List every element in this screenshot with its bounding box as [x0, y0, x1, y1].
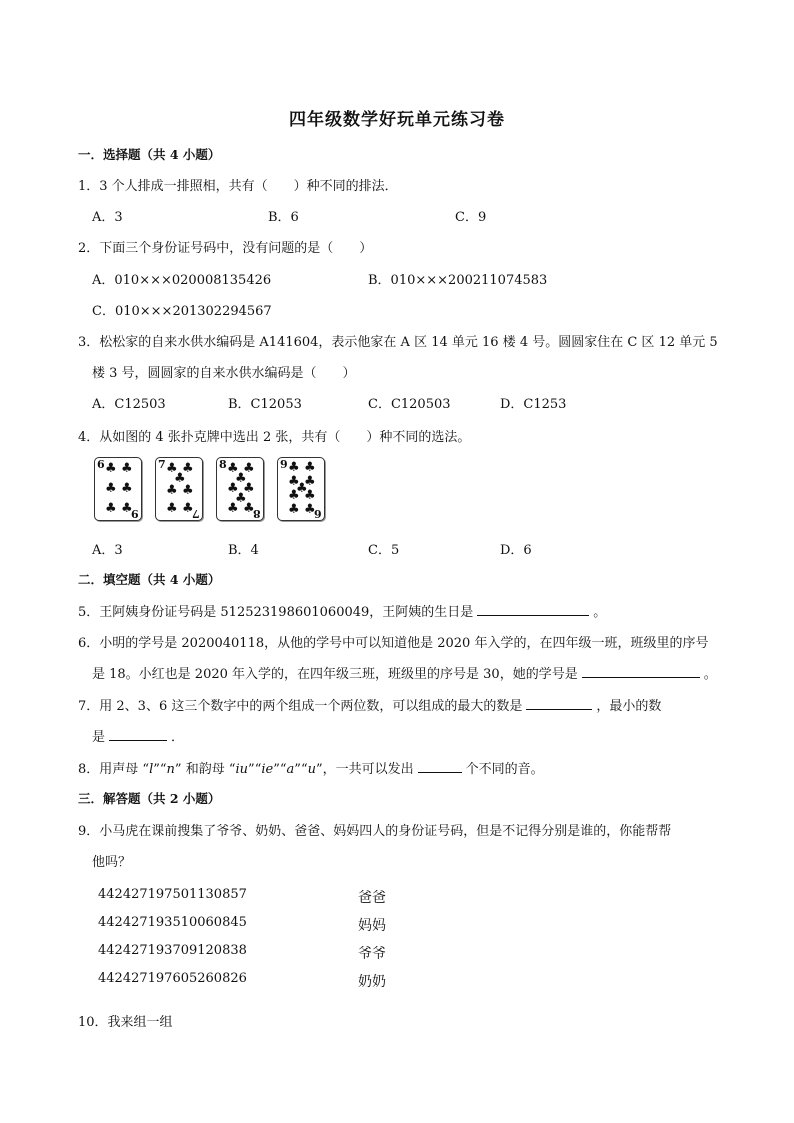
- question-9-line2: 他吗？: [92, 855, 132, 870]
- question-7-text: 7．用 2、3、6 这三个数字中的两个组成一个两位数，可以组成的最大的数是: [78, 699, 523, 714]
- question-5-end: 。: [593, 605, 607, 620]
- card-rank-bottom: 6: [314, 507, 322, 520]
- card-rank-top: 8: [219, 458, 227, 471]
- club-icon: ♣: [288, 488, 300, 503]
- club-icon: ♣: [304, 460, 316, 475]
- q1-option-a: A．3: [92, 210, 123, 225]
- question-2-stem: 2．下面三个身份证号码中，没有问题的是（ ）: [78, 241, 373, 256]
- club-icon: ♣: [288, 460, 300, 475]
- q8-quote: “: [300, 762, 308, 777]
- question-6-end: 。: [703, 667, 717, 682]
- q8-text: 8．用声母 “: [78, 762, 150, 777]
- club-icon: ♣: [235, 491, 247, 506]
- club-icon: ♣: [166, 501, 178, 516]
- club-icon: ♣: [166, 461, 178, 476]
- q8-text: 个不同的音。: [465, 762, 544, 777]
- q4-option-b: B．4: [228, 543, 259, 558]
- q8-text: 和韵母 “: [181, 762, 236, 777]
- section-heading-choice: 一．选择题（共 4 小题）: [78, 147, 221, 162]
- q2-option-a: A．010×××020008135426: [92, 273, 272, 288]
- card-rank-bottom: 9: [131, 507, 139, 520]
- q8-quote: ”: [315, 762, 323, 777]
- q8-quote: “: [159, 762, 167, 777]
- person-label: 爸爸: [358, 890, 386, 906]
- section-heading-answer: 三．解答题（共 2 小题）: [78, 791, 221, 806]
- club-icon: ♣: [288, 502, 300, 517]
- card-rank-bottom: 7: [192, 507, 200, 520]
- club-icon: ♣: [105, 501, 117, 516]
- playing-card-6: [94, 457, 142, 521]
- card-rank-top: 6: [97, 458, 105, 471]
- answer-blank[interactable]: [109, 726, 167, 741]
- club-icon: ♣: [288, 474, 300, 489]
- question-7-text2: 是: [92, 730, 106, 745]
- playing-card-9: [277, 457, 325, 521]
- question-7-mid: ，最小的数: [596, 699, 662, 714]
- club-icon: ♣: [227, 461, 239, 476]
- playing-card-8: [216, 457, 264, 521]
- person-label: 奶奶: [358, 974, 386, 990]
- q2-option-b: B．010×××200211074583: [368, 273, 548, 288]
- question-6-line2: [92, 663, 717, 682]
- id-number: 442427193709120838: [98, 943, 247, 958]
- q8-final-u: u: [307, 762, 316, 777]
- club-icon: ♣: [174, 471, 186, 486]
- question-6-line1: 6．小明的学号是 2020040118，从他的学号中可以知道他是 2020 年入学的，在四年级一班，班级里的序号: [78, 636, 709, 651]
- question-5: [78, 601, 606, 620]
- card-rank-top: 7: [158, 458, 166, 471]
- club-icon: ♣: [166, 483, 178, 498]
- card-rank-top: 9: [280, 458, 288, 471]
- q8-quote: ”: [153, 762, 160, 777]
- question-1-stem: 1．3 个人排成一排照相，共有（ ）种不同的排法．: [78, 179, 398, 194]
- club-icon: ♣: [121, 481, 133, 496]
- club-icon: ♣: [227, 481, 239, 496]
- q8-final-a: a: [286, 762, 295, 777]
- q8-initial-n: n: [166, 762, 175, 777]
- club-icon: ♣: [121, 461, 133, 476]
- question-5-text: 5．王阿姨身份证号码是 512523198601060049，王阿姨的生日是: [78, 605, 474, 620]
- question-3-line1: 3．松松家的自来水供水编码是 A141604，表示他家在 A 区 14 单元 16 楼 4 号。圆圆家住在 C 区 12 单元 5: [78, 335, 718, 350]
- q8-final-ie: ie: [261, 762, 274, 777]
- q1-option-b: B．6: [268, 210, 299, 225]
- id-number: 442427197605260826: [98, 971, 247, 986]
- club-icon: ♣: [182, 461, 194, 476]
- q8-text: ，一共可以发出: [322, 762, 414, 777]
- q4-option-c: C．5: [368, 543, 400, 558]
- q8-quote: “: [254, 762, 262, 777]
- question-3-line2: 楼 3 号，圆圆家的自来水供水编码是（ ）: [92, 366, 356, 381]
- question-6-text: 是 18。小红也是 2020 年入学的，在四年级三班，班级里的序号是 30，她的学号是: [92, 667, 578, 682]
- q3-option-a: A．C12503: [92, 397, 166, 412]
- question-4-stem: 4．从如图的 4 张扑克牌中选出 2 张，共有（ ）种不同的选法。: [78, 430, 471, 445]
- q8-quote: ”: [273, 762, 280, 777]
- club-icon: ♣: [296, 481, 308, 496]
- q3-option-c: C．C120503: [368, 397, 451, 412]
- q8-quote: “: [279, 762, 287, 777]
- question-7-end: ．: [171, 730, 185, 745]
- club-icon: ♣: [121, 501, 133, 516]
- q2-option-c: C．010×××201302294567: [92, 304, 272, 319]
- q1-option-c: C．9: [455, 210, 487, 225]
- answer-blank[interactable]: [582, 663, 700, 678]
- q8-quote: ”: [294, 762, 301, 777]
- club-icon: ♣: [243, 461, 255, 476]
- q8-final-iu: iu: [235, 762, 249, 777]
- answer-blank[interactable]: [477, 601, 589, 616]
- person-label: 妈妈: [358, 918, 386, 934]
- club-icon: ♣: [243, 481, 255, 496]
- page-title: 四年级数学好玩单元练习卷: [289, 110, 505, 130]
- question-7-line2: [92, 726, 184, 745]
- answer-blank[interactable]: [526, 695, 592, 710]
- q3-option-b: B．C12053: [228, 397, 302, 412]
- question-8: [78, 758, 544, 777]
- question-10: 10．我来组一组: [78, 1015, 173, 1030]
- playing-card-7: [155, 457, 203, 521]
- club-icon: ♣: [304, 502, 316, 517]
- q4-option-a: A．3: [92, 543, 123, 558]
- question-7-line1: [78, 695, 661, 714]
- club-icon: ♣: [243, 501, 255, 516]
- q3-option-d: D．C1253: [500, 397, 567, 412]
- club-icon: ♣: [105, 481, 117, 496]
- club-icon: ♣: [182, 501, 194, 516]
- q8-quote: ”: [174, 762, 182, 777]
- club-icon: ♣: [304, 474, 316, 489]
- card-rank-bottom: 8: [253, 507, 261, 520]
- answer-blank[interactable]: [418, 758, 462, 773]
- club-icon: ♣: [182, 483, 194, 498]
- section-heading-fill-blank: 二．填空题（共 4 小题）: [78, 572, 221, 587]
- id-number: 442427193510060845: [98, 915, 247, 930]
- person-label: 爷爷: [358, 946, 386, 962]
- club-icon: ♣: [105, 461, 117, 476]
- club-icon: ♣: [227, 501, 239, 516]
- q8-initial-l: l: [149, 762, 154, 777]
- id-number: 442427197501130857: [98, 887, 247, 902]
- club-icon: ♣: [235, 471, 247, 486]
- q4-option-d: D．6: [500, 543, 532, 558]
- question-9-line1: 9．小马虎在课前搜集了爷爷、奶奶、爸爸、妈妈四人的身份证号码，但是不记得分别是谁的，你能帮帮: [78, 824, 672, 839]
- club-icon: ♣: [304, 488, 316, 503]
- q8-quote: ”: [248, 762, 255, 777]
